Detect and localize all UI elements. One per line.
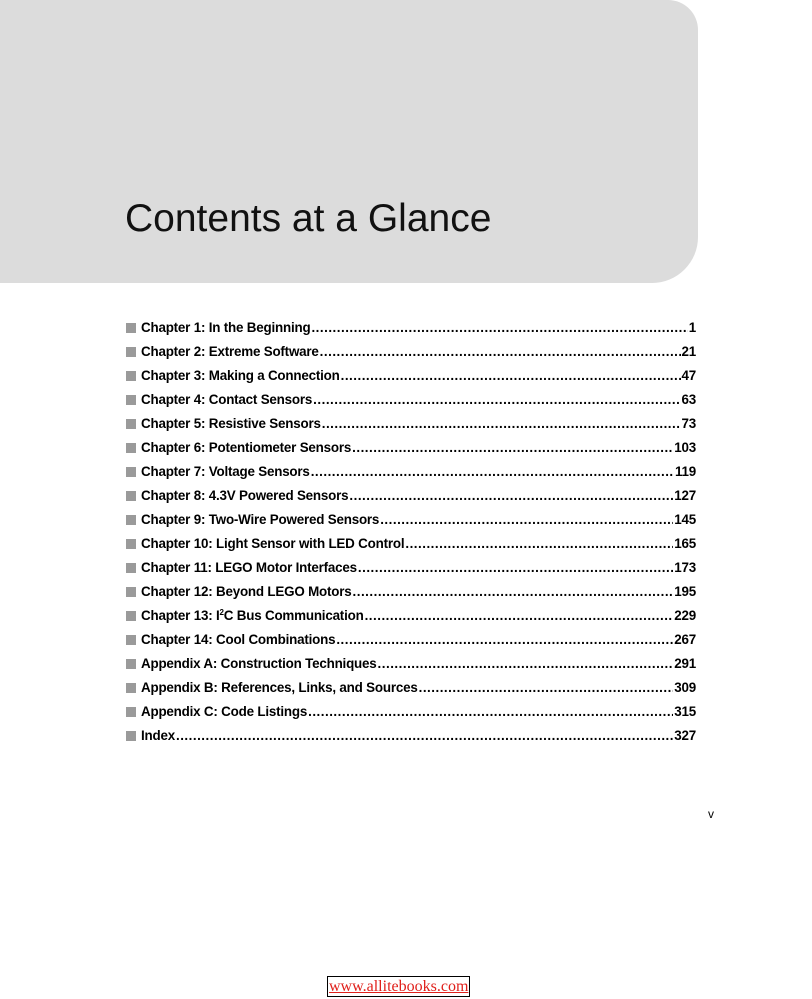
- entry-title: Appendix A: Construction Techniques: [141, 656, 377, 671]
- dot-leader: [365, 604, 674, 628]
- dot-leader: [353, 580, 674, 604]
- entry-page-number: 73: [681, 416, 696, 431]
- square-bullet-icon: [126, 323, 136, 333]
- entry-page-number: 165: [674, 536, 696, 551]
- dot-leader: [308, 700, 673, 724]
- entry-page-number: 127: [674, 488, 696, 503]
- square-bullet-icon: [126, 515, 136, 525]
- entry-title: Chapter 7: Voltage Sensors: [141, 464, 310, 479]
- dot-leader: [336, 628, 673, 652]
- entry-page-number: 1: [688, 320, 696, 335]
- entry-title: Chapter 4: Contact Sensors: [141, 392, 313, 407]
- entry-page-number: 63: [681, 392, 696, 407]
- toc-entry-chapter-4[interactable]: [126, 388, 696, 412]
- entry-title-prefix: Chapter 13: I: [141, 608, 220, 623]
- square-bullet-icon: [126, 443, 136, 453]
- toc-entry-chapter-8[interactable]: [126, 484, 696, 508]
- entry-title: Appendix B: References, Links, and Sources: [141, 680, 418, 695]
- entry-title-superscript: 2: [219, 608, 224, 617]
- entry-title: Chapter 11: LEGO Motor Interfaces: [141, 560, 357, 575]
- entry-page-number: 21: [681, 344, 696, 359]
- entry-page-number: 195: [674, 584, 696, 599]
- square-bullet-icon: [126, 731, 136, 741]
- square-bullet-icon: [126, 635, 136, 645]
- entry-title: Chapter 10: Light Sensor with LED Control: [141, 536, 405, 551]
- toc-entry-chapter-13[interactable]: [126, 604, 696, 628]
- square-bullet-icon: [126, 539, 136, 549]
- square-bullet-icon: [126, 659, 136, 669]
- square-bullet-icon: [126, 683, 136, 693]
- square-bullet-icon: [126, 563, 136, 573]
- square-bullet-icon: [126, 395, 136, 405]
- toc-entry-index[interactable]: [126, 724, 696, 748]
- toc-entry-chapter-9[interactable]: [126, 508, 696, 532]
- dot-leader: [419, 676, 674, 700]
- entry-title: Chapter 9: Two-Wire Powered Sensors: [141, 512, 380, 527]
- toc-entry-chapter-2[interactable]: [126, 340, 696, 364]
- square-bullet-icon: [126, 467, 136, 477]
- dot-leader: [341, 364, 681, 388]
- dot-leader: [380, 508, 673, 532]
- entry-title: Chapter 3: Making a Connection: [141, 368, 340, 383]
- dot-leader: [313, 388, 680, 412]
- entry-page-number: 291: [674, 656, 696, 671]
- entry-page-number: 145: [674, 512, 696, 527]
- entry-title: Chapter 6: Potentiometer Sensors: [141, 440, 352, 455]
- square-bullet-icon: [126, 491, 136, 501]
- dot-leader: [358, 556, 673, 580]
- entry-page-number: 309: [674, 680, 696, 695]
- toc-entry-chapter-1[interactable]: [126, 316, 696, 340]
- entry-page-number: 315: [674, 704, 696, 719]
- entry-title: Chapter 1: In the Beginning: [141, 320, 311, 335]
- page-number: v: [708, 807, 714, 821]
- toc-entry-chapter-6[interactable]: [126, 436, 696, 460]
- toc-entry-chapter-3[interactable]: [126, 364, 696, 388]
- dot-leader: [352, 436, 673, 460]
- entry-page-number: 267: [674, 632, 696, 647]
- entry-title: Appendix C: Code Listings: [141, 704, 308, 719]
- watermark-link[interactable]: www.allitebooks.com: [329, 978, 469, 995]
- dot-leader: [311, 460, 674, 484]
- dot-leader: [176, 724, 673, 748]
- toc-entry-chapter-14[interactable]: [126, 628, 696, 652]
- entry-title: Index: [141, 728, 175, 743]
- square-bullet-icon: [126, 707, 136, 717]
- entry-title: Chapter 14: Cool Combinations: [141, 632, 336, 647]
- table-of-contents: [126, 316, 696, 748]
- entry-page-number: 327: [674, 728, 696, 743]
- square-bullet-icon: [126, 371, 136, 381]
- dot-leader: [311, 316, 687, 340]
- dot-leader: [378, 652, 674, 676]
- entry-page-number: 229: [674, 608, 696, 623]
- square-bullet-icon: [126, 587, 136, 597]
- square-bullet-icon: [126, 611, 136, 621]
- toc-entry-appendix-a[interactable]: [126, 652, 696, 676]
- square-bullet-icon: [126, 419, 136, 429]
- entry-title: Chapter 8: 4.3V Powered Sensors: [141, 488, 349, 503]
- entry-title: [141, 604, 364, 628]
- entry-page-number: 47: [681, 368, 696, 383]
- entry-title: Chapter 12: Beyond LEGO Motors: [141, 584, 352, 599]
- dot-leader: [405, 532, 673, 556]
- entry-page-number: 119: [674, 464, 696, 479]
- toc-entry-appendix-c[interactable]: [126, 700, 696, 724]
- square-bullet-icon: [126, 347, 136, 357]
- toc-entry-chapter-5[interactable]: [126, 412, 696, 436]
- dot-leader: [349, 484, 673, 508]
- dot-leader: [322, 412, 681, 436]
- toc-entry-chapter-12[interactable]: [126, 580, 696, 604]
- toc-entry-chapter-10[interactable]: [126, 532, 696, 556]
- toc-entry-chapter-11[interactable]: [126, 556, 696, 580]
- dot-leader: [320, 340, 681, 364]
- entry-title: Chapter 5: Resistive Sensors: [141, 416, 321, 431]
- toc-entry-appendix-b[interactable]: [126, 676, 696, 700]
- entry-title: Chapter 2: Extreme Software: [141, 344, 319, 359]
- entry-title-suffix: C Bus Communication: [223, 608, 364, 623]
- toc-entry-chapter-7[interactable]: [126, 460, 696, 484]
- entry-page-number: 103: [674, 440, 696, 455]
- entry-page-number: 173: [674, 560, 696, 575]
- page-title: Contents at a Glance: [125, 197, 492, 240]
